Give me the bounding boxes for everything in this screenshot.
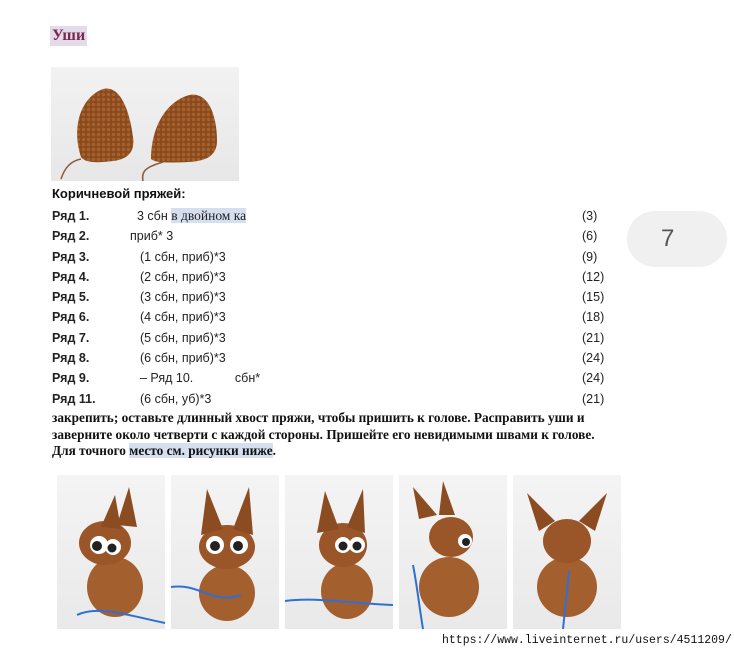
row-total: (15) xyxy=(582,290,605,305)
row-item xyxy=(52,328,612,348)
row-instr: приб* 3 xyxy=(130,229,174,244)
row-item xyxy=(52,368,612,388)
row-name: Ряд 2. xyxy=(52,229,90,244)
horse-photo xyxy=(513,475,621,629)
row-item xyxy=(52,226,612,246)
row-instr: (1 сбн, приб)*3 xyxy=(140,249,226,264)
horse-photo xyxy=(285,475,393,629)
horse-photo xyxy=(57,475,165,629)
row-instr: (6 сбн, уб)*3 xyxy=(140,391,212,406)
yarn-heading: Коричневой пряжей: xyxy=(52,186,186,201)
highlighted-text: в двойном ка xyxy=(171,208,247,223)
row-total: (3) xyxy=(582,209,598,223)
row-item xyxy=(52,206,612,226)
page-number-badge: 7 xyxy=(627,211,727,267)
row-instr: – Ряд 10. сбн* xyxy=(140,371,261,386)
row-item xyxy=(52,247,612,267)
row-instr: (4 сбн, приб)*3 xyxy=(140,310,226,325)
paragraph-text: закрепить; оставьте длинный хвост пряжи, чтобы пришить к голове. Расправить уши и заверните около четверти с каждой стороны. Пришейте его невидимыми швами к голове. Для точного xyxy=(52,410,595,458)
row-item xyxy=(52,348,612,368)
row-instr: (2 сбн, приб)*3 xyxy=(140,269,226,284)
row-instr: (3 сбн, приб)*3 xyxy=(140,290,226,305)
row-item xyxy=(52,267,612,287)
ears-photo xyxy=(51,67,239,181)
highlighted-text: место см. рисунки ниже xyxy=(129,443,273,458)
row-item xyxy=(52,307,612,327)
row-total: (21) xyxy=(582,391,605,406)
row-total: (18) xyxy=(582,310,605,325)
horse-photo xyxy=(171,475,279,629)
row-name: Ряд 11. xyxy=(52,391,96,406)
row-item xyxy=(52,389,612,409)
row-instr: (6 сбн, приб)*3 xyxy=(140,351,226,366)
row-total: (24) xyxy=(582,351,605,366)
row-instr: 3 сбн в двойном ка xyxy=(137,208,247,223)
row-name: Ряд 6. xyxy=(52,310,90,325)
row-total: (24) xyxy=(582,371,605,386)
row-name: Ряд 7. xyxy=(52,330,90,345)
row-name: Ряд 4. xyxy=(52,269,90,284)
row-total: (21) xyxy=(582,330,605,345)
source-url[interactable]: https://www.liveinternet.ru/users/4511209/ xyxy=(442,634,732,647)
row-name: Ряд 8. xyxy=(52,351,90,366)
row-total: (9) xyxy=(582,249,598,264)
row-total: (12) xyxy=(582,269,605,284)
row-total: (6) xyxy=(582,229,598,244)
row-item xyxy=(52,287,612,307)
row-name: Ряд 5. xyxy=(52,290,90,305)
rows-list xyxy=(52,206,612,409)
instructions-paragraph: закрепить; оставьте длинный хвост пряжи, чтобы пришить к голове. Расправить уши и заверните около четверти с каждой стороны. Пришейте его невидимыми швами к голове. Для точного место см. рисунки ниже. xyxy=(52,410,595,458)
ears-illustration xyxy=(51,67,239,181)
row-instr: (5 сбн, приб)*3 xyxy=(140,330,226,345)
row-name: Ряд 1. xyxy=(52,209,90,223)
row-name: Ряд 3. xyxy=(52,249,90,264)
row-name: Ряд 9. xyxy=(52,371,90,386)
horse-photo xyxy=(399,475,507,629)
section-title: Уши xyxy=(52,27,86,44)
